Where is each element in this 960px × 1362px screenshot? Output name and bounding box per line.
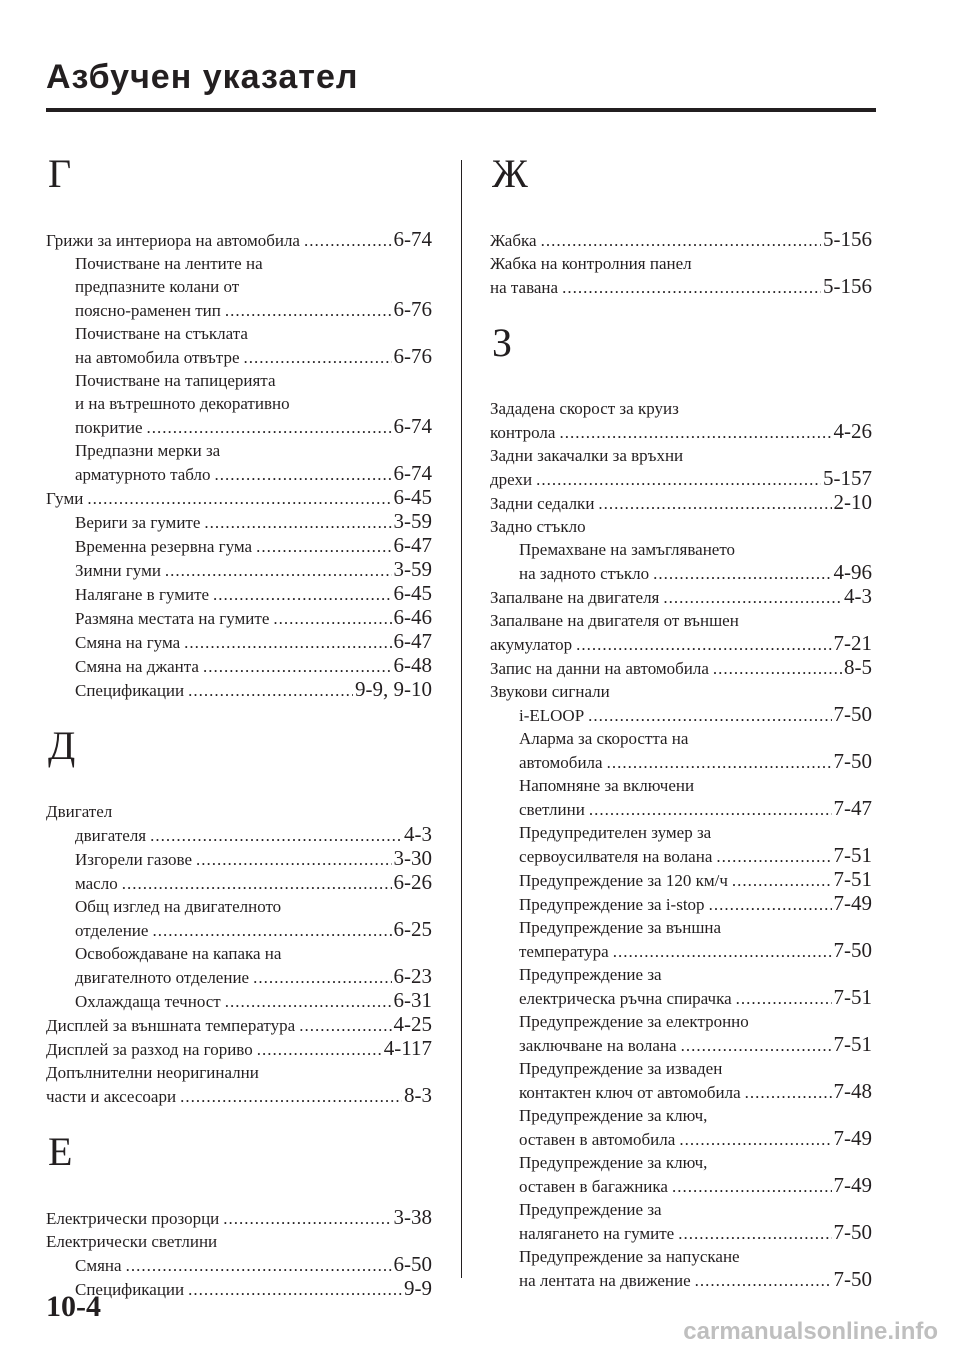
entry-text: Временна резервна гума — [75, 537, 253, 556]
index-column-left — [46, 150, 432, 1301]
dot-leader — [188, 1278, 402, 1301]
dot-leader — [126, 1254, 392, 1277]
entry-page: 6-45 — [393, 581, 432, 605]
index-entry-line: Предупреждение за — [519, 965, 662, 984]
index-entry — [490, 750, 872, 774]
index-entry — [490, 228, 872, 252]
index-entry — [46, 486, 432, 510]
dot-leader — [180, 1085, 402, 1108]
entry-page: 6-31 — [393, 988, 432, 1012]
index-entry — [46, 654, 432, 678]
entry-text: Размяна местата на гумите — [75, 609, 270, 628]
index-entry — [490, 939, 872, 963]
entry-page: 6-25 — [393, 917, 432, 941]
section-letter: Ж — [492, 151, 528, 196]
dot-leader — [713, 657, 842, 680]
entry-page: 7-51 — [833, 867, 872, 891]
index-entry — [490, 892, 872, 916]
dot-leader — [225, 299, 392, 322]
index-entry — [490, 844, 872, 868]
dot-leader — [188, 679, 353, 702]
entry-page: 6-76 — [393, 344, 432, 368]
entry-page: 7-48 — [833, 1079, 872, 1103]
index-entry-line: Задно стъкло — [490, 517, 586, 536]
entry-text: на задното стъкло — [519, 564, 650, 583]
index-entry-line: Звукови сигнали — [490, 682, 610, 701]
entry-page: 8-3 — [404, 1083, 432, 1107]
entry-page: 5-156 — [823, 227, 872, 251]
index-entry — [46, 1206, 432, 1230]
index-entry-line: и на вътрешното декоративно — [75, 394, 290, 413]
dot-leader — [679, 1128, 831, 1151]
index-entry — [490, 1080, 872, 1104]
index-entry — [490, 585, 872, 609]
section-letter: Г — [48, 151, 72, 196]
dot-leader — [299, 1014, 391, 1037]
entry-page: 6-26 — [393, 870, 432, 894]
column-divider — [461, 160, 462, 1278]
index-entry — [490, 703, 872, 727]
index-entry-line: Запалване на двигателя от външен — [490, 611, 739, 630]
entry-page: 7-50 — [833, 1220, 872, 1244]
entry-page: 3-38 — [393, 1205, 432, 1229]
dot-leader — [184, 631, 391, 654]
dot-leader — [588, 704, 831, 727]
index-entry — [46, 989, 432, 1013]
entry-text: Предупреждение за 120 км/ч — [519, 871, 728, 890]
dot-leader — [663, 586, 842, 609]
dot-leader — [709, 893, 832, 916]
index-entry — [490, 656, 872, 680]
index-entry-line: Зададена скорост за круиз — [490, 399, 679, 418]
entry-text: контактен ключ от автомобила — [519, 1083, 741, 1102]
dot-leader — [559, 421, 831, 444]
entry-page: 6-23 — [393, 964, 432, 988]
entry-page: 8-5 — [844, 655, 872, 679]
entry-page: 7-51 — [833, 1032, 872, 1056]
index-entry — [46, 1277, 432, 1301]
dot-leader — [87, 487, 391, 510]
dot-leader — [165, 559, 392, 582]
entry-text: Смяна — [75, 1256, 122, 1275]
dot-leader — [122, 872, 392, 895]
dot-leader — [541, 229, 821, 252]
index-entry — [46, 298, 432, 322]
dot-leader — [203, 655, 392, 678]
entry-text: Налягане в гумите — [75, 585, 210, 604]
entry-text: Запалване на двигателя — [490, 588, 660, 607]
index-section — [46, 722, 432, 1108]
dot-leader — [681, 1034, 832, 1057]
entry-text: акумулатор — [490, 635, 573, 654]
entry-page: 5-156 — [823, 274, 872, 298]
index-entry-line: Задни закачалки за връхни — [490, 446, 684, 465]
entry-text: налягането на гумите — [519, 1224, 675, 1243]
entry-text: дрехи — [490, 470, 533, 489]
index-entry — [46, 582, 432, 606]
watermark: carmanualsonline.info — [683, 1318, 938, 1345]
index-entry-line: Допълнителни неоригинални — [46, 1063, 259, 1082]
index-entry — [46, 606, 432, 630]
entry-page: 7-49 — [833, 891, 872, 915]
index-entry-line: Напомняне за включени — [519, 776, 695, 795]
dot-leader — [653, 562, 831, 585]
page-number: 10-4 — [46, 1290, 101, 1323]
dot-leader — [253, 966, 391, 989]
entry-page: 7-49 — [833, 1126, 872, 1150]
index-entry — [46, 462, 432, 486]
index-entry-line: Почистване на тапицерията — [75, 371, 276, 390]
entry-text: поясно-раменен тип — [75, 301, 221, 320]
index-entry-line: Предупредителен зумер за — [519, 823, 712, 842]
index-entry-line: Почистване на лентите на — [75, 254, 263, 273]
entry-page: 5-157 — [823, 466, 872, 490]
entry-page: 7-50 — [833, 1267, 872, 1291]
dot-leader — [576, 633, 831, 656]
entry-text: Запис на данни на автомобила — [490, 659, 709, 678]
index-entry — [490, 1127, 872, 1151]
entry-page: 7-49 — [833, 1173, 872, 1197]
entry-page: 7-47 — [833, 796, 872, 820]
entry-page: 4-25 — [393, 1012, 432, 1036]
index-entry — [490, 491, 872, 515]
entry-text: Спецификации — [75, 681, 185, 700]
entry-page: 7-51 — [833, 843, 872, 867]
index-entry — [46, 871, 432, 895]
index-entry — [46, 534, 432, 558]
dot-leader — [613, 940, 832, 963]
dot-leader — [589, 798, 832, 821]
index-entry-line: Предупреждение за — [519, 1200, 662, 1219]
index-entry — [46, 1037, 432, 1061]
dot-leader — [273, 607, 391, 630]
index-entry-line: предпазните колани от — [75, 277, 240, 296]
dot-leader — [257, 1038, 382, 1061]
entry-text: части и аксесоари — [46, 1087, 177, 1106]
entry-text: оставен в автомобила — [519, 1130, 676, 1149]
index-entry-line: Премахване на замъгляването — [519, 540, 736, 559]
index-entry — [46, 847, 432, 871]
entry-text: Вериги за гумите — [75, 513, 201, 532]
dot-leader — [196, 848, 391, 871]
index-entry — [46, 558, 432, 582]
dot-leader — [304, 229, 392, 252]
entry-text: Зимни гуми — [75, 561, 161, 580]
entry-page: 6-46 — [393, 605, 432, 629]
dot-leader — [204, 511, 391, 534]
entry-text: двигателя — [75, 826, 147, 845]
entry-text: на тавана — [490, 278, 559, 297]
dot-leader — [716, 845, 831, 868]
entry-text: i-ELOOP — [519, 706, 585, 725]
entry-page: 7-50 — [833, 938, 872, 962]
index-entry — [46, 1013, 432, 1037]
index-entry — [46, 228, 432, 252]
entry-page: 6-50 — [393, 1252, 432, 1276]
index-entry-line: Предупреждение за напускане — [519, 1247, 740, 1266]
section-letter: Д — [48, 723, 76, 768]
entry-text: на автомобила отвътре — [75, 348, 240, 367]
index-entry — [46, 918, 432, 942]
entry-text: светлини — [519, 800, 585, 819]
index-entry-line: Жабка на контролния панел — [490, 254, 692, 273]
entry-text: покритие — [75, 418, 143, 437]
entry-page: 6-45 — [393, 485, 432, 509]
index-entry-line: Електрически светлини — [46, 1232, 218, 1251]
dot-leader — [695, 1269, 832, 1292]
entry-text: заключване на волана — [519, 1036, 677, 1055]
entry-page: 3-59 — [393, 557, 432, 581]
entry-text: Смяна на гума — [75, 633, 181, 652]
entry-text: Жабка — [490, 231, 537, 250]
index-entry — [46, 345, 432, 369]
index-entry — [490, 1268, 872, 1292]
index-entry — [490, 467, 872, 491]
entry-text: Предупреждение за i-stop — [519, 895, 705, 914]
index-entry — [490, 1033, 872, 1057]
entry-text: Изгорели газове — [75, 850, 193, 869]
index-entry-line: Предпазни мерки за — [75, 441, 221, 460]
section-letter: Е — [48, 1129, 73, 1174]
index-section — [490, 150, 872, 299]
index-column-right — [490, 150, 872, 1292]
entry-text: електрическа ръчна спирачка — [519, 989, 732, 1008]
dot-leader — [745, 1081, 832, 1104]
entry-page: 7-50 — [833, 749, 872, 773]
dot-leader — [536, 468, 821, 491]
entry-page: 9-9, 9-10 — [355, 677, 432, 701]
entry-page: 6-74 — [393, 414, 432, 438]
entry-text: Задни седалки — [490, 494, 595, 513]
index-entry — [46, 965, 432, 989]
entry-text: на лентата на движение — [519, 1271, 691, 1290]
entry-text: масло — [75, 874, 118, 893]
index-entry — [46, 1084, 432, 1108]
entry-text: автомобила — [519, 753, 603, 772]
index-entry — [490, 1174, 872, 1198]
entry-page: 6-76 — [393, 297, 432, 321]
entry-page: 9-9 — [404, 1276, 432, 1300]
dot-leader — [152, 919, 391, 942]
entry-text: оставен в багажника — [519, 1177, 668, 1196]
index-entry-line: Почистване на стъклата — [75, 324, 248, 343]
index-section — [490, 319, 872, 1292]
index-entry-line: Предупреждение за електронно — [519, 1012, 749, 1031]
dot-leader — [223, 1207, 391, 1230]
page-title: Азбучен указател — [46, 58, 359, 96]
entry-text: отделение — [75, 921, 149, 940]
dot-leader — [736, 987, 832, 1010]
index-section — [46, 1128, 432, 1301]
dot-leader — [244, 346, 392, 369]
entry-text: Дисплей за външната температура — [46, 1016, 296, 1035]
dot-leader — [678, 1222, 831, 1245]
entry-page: 4-3 — [404, 822, 432, 846]
dot-leader — [732, 869, 832, 892]
dot-leader — [214, 463, 391, 486]
dot-leader — [213, 583, 391, 606]
entry-text: Спецификации — [75, 1280, 185, 1299]
index-entry-line: Освобождаване на капака на — [75, 944, 282, 963]
dot-leader — [256, 535, 391, 558]
entry-page: 7-21 — [833, 631, 872, 655]
index-entry-line: Предупреждение за ключ, — [519, 1153, 708, 1172]
entry-text: Смяна на джанта — [75, 657, 199, 676]
index-entry — [46, 823, 432, 847]
entry-text: сервоусилвателя на волана — [519, 847, 713, 866]
entry-text: Дисплей за разход на гориво — [46, 1040, 253, 1059]
entry-page: 3-59 — [393, 509, 432, 533]
dot-leader — [147, 416, 392, 439]
index-entry — [490, 561, 872, 585]
section-letter: З — [492, 320, 513, 365]
entry-page: 4-96 — [833, 560, 872, 584]
index-entry — [46, 678, 432, 702]
index-entry — [490, 868, 872, 892]
entry-text: двигателното отделение — [75, 968, 250, 987]
index-entry-line: Предупреждение за изваден — [519, 1059, 723, 1078]
entry-page: 6-47 — [393, 629, 432, 653]
index-entry — [46, 510, 432, 534]
entry-page: 2-10 — [833, 490, 872, 514]
index-entry — [46, 630, 432, 654]
index-entry — [490, 1221, 872, 1245]
index-entry — [490, 632, 872, 656]
index-entry — [46, 1253, 432, 1277]
entry-text: контрола — [490, 423, 556, 442]
dot-leader — [672, 1175, 832, 1198]
entry-page: 3-30 — [393, 846, 432, 870]
entry-text: Грижи за интериора на автомобила — [46, 231, 300, 250]
entry-page: 6-47 — [393, 533, 432, 557]
entry-page: 7-50 — [833, 702, 872, 726]
dot-leader — [562, 276, 821, 299]
index-entry — [490, 986, 872, 1010]
entry-text: арматурното табло — [75, 465, 211, 484]
index-section — [46, 150, 432, 702]
index-entry-line: Аларма за скоростта на — [519, 729, 689, 748]
entry-page: 4-3 — [844, 584, 872, 608]
index-entry — [490, 275, 872, 299]
entry-page: 4-117 — [383, 1036, 432, 1060]
index-entry — [46, 415, 432, 439]
dot-leader — [607, 751, 832, 774]
entry-page: 6-48 — [393, 653, 432, 677]
entry-page: 4-26 — [833, 419, 872, 443]
entry-page: 6-74 — [393, 227, 432, 251]
entry-page: 7-51 — [833, 985, 872, 1009]
dot-leader — [225, 990, 392, 1013]
header-rule — [46, 108, 876, 112]
index-entry-line: Предупреждение за ключ, — [519, 1106, 708, 1125]
entry-text: Охлаждаща течност — [75, 992, 221, 1011]
dot-leader — [150, 824, 402, 847]
entry-page: 6-74 — [393, 461, 432, 485]
dot-leader — [598, 492, 831, 515]
entry-text: Електрически прозорци — [46, 1209, 220, 1228]
index-entry-line: Двигател — [46, 802, 113, 821]
entry-text: температура — [519, 942, 609, 961]
index-entry — [490, 420, 872, 444]
entry-text: Гуми — [46, 489, 84, 508]
index-entry-line: Общ изглед на двигателното — [75, 897, 282, 916]
index-entry-line: Предупреждение за външна — [519, 918, 722, 937]
index-entry — [490, 797, 872, 821]
